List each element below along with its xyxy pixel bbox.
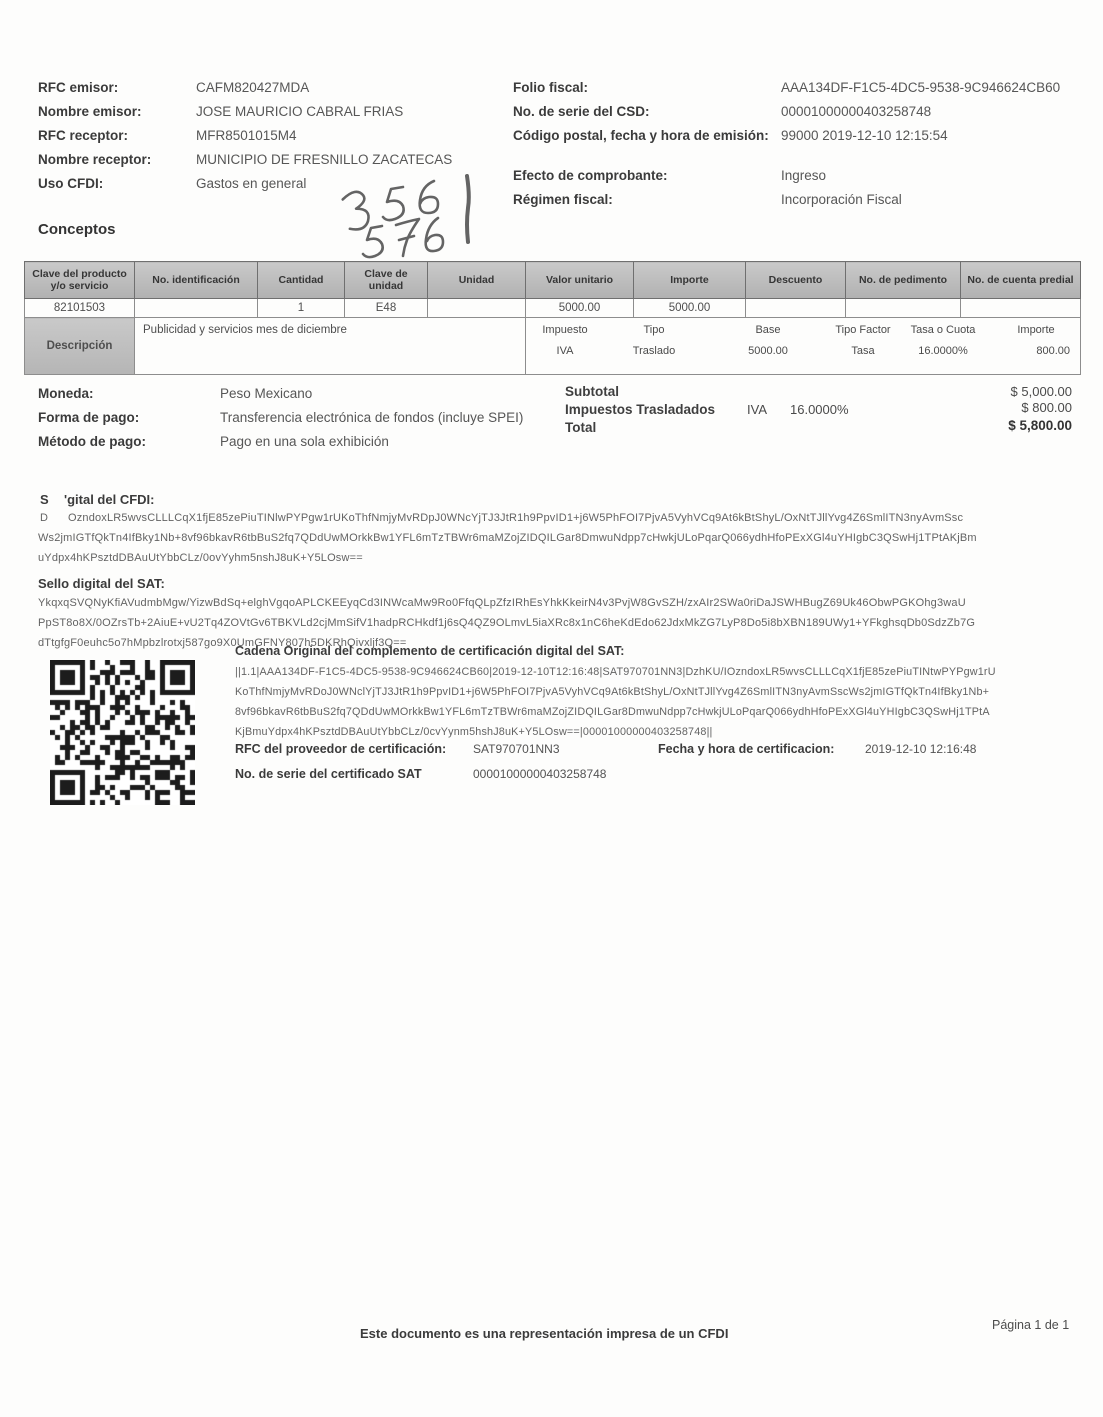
conceptos-title: Conceptos [38, 221, 116, 238]
serie-csd-row [513, 104, 1073, 121]
rfc-emisor-value: CAFM820427MDA [196, 80, 310, 95]
cell-cantidad: 1 [258, 299, 345, 318]
col-clave-producto: Clave del producto y/o servicio [25, 262, 135, 299]
metodo-pago-row [38, 434, 389, 451]
folio-fiscal-row [513, 80, 1073, 97]
footer-note: Este documento es una representación impresa de un CFDI [360, 1326, 729, 1341]
tax-col-base: Base [755, 324, 781, 336]
col-no-identificacion: No. identificación [135, 262, 258, 299]
tax-val-base: 5000.00 [748, 344, 788, 357]
cell-valor-unitario: 5000.00 [526, 299, 634, 318]
serie-certificado-value: 00001000000403258748 [473, 767, 607, 781]
sello-sat-line2: PpST8o8X/0OZrsTb+2AiuE+vU2Tq4ZOVtGv6TBKVLd2cjMmSifV1hadpRCHkdf1j6sQ4QZ9OLmvL5iaXRc8x1nC6heKdEdo62JdxMkZG7LyP8Do5i8bXBN189UWy1+YFkghsqDb0SdzZb7G [38, 617, 976, 629]
conceptos-table [24, 261, 1081, 375]
folio-fiscal-label: Folio fiscal: [513, 80, 589, 95]
descripcion-value: Publicidad y servicios mes de diciembre [135, 318, 526, 375]
cell-unidad [428, 299, 526, 318]
forma-pago-row [38, 410, 523, 427]
total-value: $ 5,800.00 [1008, 418, 1072, 433]
nombre-emisor-row [38, 104, 403, 121]
tax-val-tasa-cuota: 16.0000% [918, 344, 968, 357]
tax-col-importe: Importe [1017, 324, 1055, 336]
qr-code [50, 660, 195, 805]
col-no-cuenta-predial: No. de cuenta predial [961, 262, 1081, 299]
cell-descuento [746, 299, 846, 318]
nombre-receptor-value: MUNICIPIO DE FRESNILLO ZACATECAS [196, 152, 453, 167]
rfc-emisor-label: RFC emisor: [38, 80, 119, 95]
metodo-pago-value: Pago en una sola exhibición [220, 434, 389, 449]
tax-val-tipo-factor: Tasa [851, 344, 875, 357]
descripcion-label: Descripción [25, 318, 135, 375]
handwritten-annotation [330, 168, 482, 264]
forma-pago-value: Transferencia electrónica de fondos (incluye SPEI) [220, 410, 524, 425]
cell-no-pedimento [846, 299, 961, 318]
impuestos-tax: IVA [747, 402, 767, 417]
col-unidad: Unidad [428, 262, 526, 299]
rfc-receptor-row [38, 128, 297, 145]
cadena-line1: ||1.1|AAA134DF-F1C5-4DC5-9538-9C946624CB60|2019-12-10T12:16:48|SAT970701NN3|DzhKU/IOzndoxLR5wvsCLLLCqX1fjE85zePiuTINtwPYPgw1rU [235, 666, 996, 678]
sello-cfdi-line1: OzndoxLR5wvsCLLLCqX1fjE85zePiuTINlwPYPgw1rUKoThfNmjyMvRDpJ0WNcYjTJ3JtR1h9PpvID1+j6W5PhFOI7PjvA5VyhVCq9At6kBtShyL/OxNtTJllYvg4Z6SmlITN3nyAvmSsc [68, 512, 964, 524]
rfc-proveedor-label: RFC del proveedor de certificación: [235, 742, 447, 756]
rfc-receptor-label: RFC receptor: [38, 128, 129, 143]
cadena-line3: 8vf96bkavR6tbBuS2fq7QDdUwMOrkkBw1YFL6mTzTBWr6maMZojZIDQILGar8DmwuNdpp7cHwkjULoPqarQ066ydhHfoPExXGl4uYHIgbC3QSwHj1TPtA [235, 706, 990, 718]
sello-cfdi-line1-start: D [40, 512, 49, 524]
rfc-emisor-row [38, 80, 309, 97]
regimen-fiscal-row [513, 192, 1073, 209]
nombre-receptor-label: Nombre receptor: [38, 152, 152, 167]
uso-cfdi-value: Gastos en general [196, 176, 307, 191]
codigo-postal-label: Código postal, fecha y hora de emisión: [513, 128, 769, 143]
col-importe: Importe [634, 262, 746, 299]
cell-clave-producto: 82101503 [25, 299, 135, 318]
serie-csd-label: No. de serie del CSD: [513, 104, 650, 119]
cadena-line2: KoThfNmjyMvRDoJ0WNclYjTJ3JtR1h9PpvID1+j6W5PhFOI7PjvA5VyhVCq9At6kBtShyL/OxNtTJllYvg4Z6SmlITN3nyAvmSscWs2jmIGTfQkTn4IfBky1Nb+ [235, 686, 990, 698]
serie-csd-value: 00001000000403258748 [781, 104, 932, 119]
moneda-row [38, 386, 312, 403]
moneda-label: Moneda: [38, 386, 94, 401]
sello-cfdi-heading-rest: 'gital del CFDI: [64, 492, 155, 507]
sello-sat-line3: dTtgfgF0euhc5o7hMpbzlrotxj587go9X0UmGFNY807h5DKRhQivxljf3Q== [38, 637, 407, 649]
descripcion-row [25, 318, 1081, 375]
subtotal-label: Subtotal [565, 384, 619, 399]
rfc-receptor-value: MFR8501015M4 [196, 128, 297, 143]
nombre-emisor-label: Nombre emisor: [38, 104, 142, 119]
fecha-certificacion-value: 2019-12-10 12:16:48 [865, 742, 977, 756]
moneda-value: Peso Mexicano [220, 386, 313, 401]
regimen-fiscal-label: Régimen fiscal: [513, 192, 613, 207]
col-cantidad: Cantidad [258, 262, 345, 299]
cell-importe: 5000.00 [634, 299, 746, 318]
tax-col-impuesto: Impuesto [542, 324, 588, 336]
col-valor-unitario: Valor unitario [526, 262, 634, 299]
uso-cfdi-label: Uso CFDI: [38, 176, 104, 191]
codigo-postal-value: 99000 2019-12-10 12:15:54 [781, 128, 948, 143]
efecto-comprobante-label: Efecto de comprobante: [513, 168, 668, 183]
tax-val-importe: 800.00 [1036, 344, 1070, 357]
cell-clave-unidad: E48 [345, 299, 428, 318]
cadena-heading: Cadena Original del complemento de certificación digital del SAT: [235, 644, 625, 658]
nombre-receptor-row [38, 152, 452, 169]
tax-detail-cell [526, 318, 1081, 375]
cell-no-cuenta-predial [961, 299, 1081, 318]
sello-sat-line1: YkqxqSVQNyKfiAVudmbMgw/YizwBdSq+elghVgqoAPLCKEEyqCd3INWcaMw9Ro0FfqQLpZfzIRhEsYhkKkeirN4v3PvjW8GvSZH/zxAIr2SWa0riDaJSWHBugZ69Uk46ObwPGKOhg3waU [38, 597, 966, 609]
table-row [25, 299, 1081, 318]
total-label: Total [565, 420, 597, 435]
impuestos-label: Impuestos Trasladados [565, 402, 716, 417]
tax-col-tasa-cuota: Tasa o Cuota [910, 324, 976, 336]
codigo-postal-row [513, 128, 1073, 145]
subtotal-value: $ 5,000.00 [1010, 384, 1072, 399]
regimen-fiscal-value: Incorporación Fiscal [781, 192, 902, 207]
tax-col-tipo: Tipo [643, 324, 665, 336]
sello-cfdi-line3: uYdpx4hKPsztdDBAuUtYbbCLz/0ovYyhm5nshJ8uK+Y5LOsw== [38, 552, 363, 564]
tax-val-tipo: Traslado [632, 344, 676, 357]
page-indicator: Página 1 de 1 [992, 1318, 1070, 1332]
serie-certificado-label: No. de serie del certificado SAT [235, 767, 422, 781]
sello-cfdi-heading-start: S [40, 492, 49, 507]
nombre-emisor-value: JOSE MAURICIO CABRAL FRIAS [196, 104, 404, 119]
uso-cfdi-row [38, 176, 306, 193]
tax-col-tipo-factor: Tipo Factor [835, 324, 891, 336]
impuestos-value: $ 800.00 [1021, 400, 1072, 415]
sello-cfdi-line2: Ws2jmIGTfQkTn4IfBky1Nb+8vf96bkavR6tbBuS2fq7QDdUwMOrkkBw1YFL6mTzTBWr6maMZojZIDQILGar8DmwuNdpp7cHwkjULoPqarQ066ydhHfoPExXGl4uYHIgbC3QSwHj1TPtAKjBm [38, 532, 977, 544]
col-clave-unidad: Clave de unidad [345, 262, 428, 299]
metodo-pago-label: Método de pago: [38, 434, 146, 449]
sello-sat-heading: Sello digital del SAT: [38, 576, 165, 591]
col-descuento: Descuento [746, 262, 846, 299]
fecha-certificacion-label: Fecha y hora de certificacion: [658, 742, 835, 756]
efecto-comprobante-row [513, 168, 1073, 185]
table-header-row [25, 262, 1081, 299]
impuestos-rate: 16.0000% [790, 402, 849, 417]
rfc-proveedor-value: SAT970701NN3 [473, 742, 560, 756]
cell-no-identificacion [135, 299, 258, 318]
col-no-pedimento: No. de pedimento [846, 262, 961, 299]
tax-grid [526, 318, 1080, 357]
efecto-comprobante-value: Ingreso [781, 168, 827, 183]
cadena-line4: KjBmuYdpx4hKPsztdDBAuUtYbbCLz/0cvYynm5hshJ8uK+Y5LOsw==|00001000000403258748|| [235, 726, 713, 738]
tax-val-impuesto: IVA [556, 344, 574, 357]
forma-pago-label: Forma de pago: [38, 410, 140, 425]
folio-fiscal-value: AAA134DF-F1C5-4DC5-9538-9C946624CB60 [781, 80, 1061, 95]
